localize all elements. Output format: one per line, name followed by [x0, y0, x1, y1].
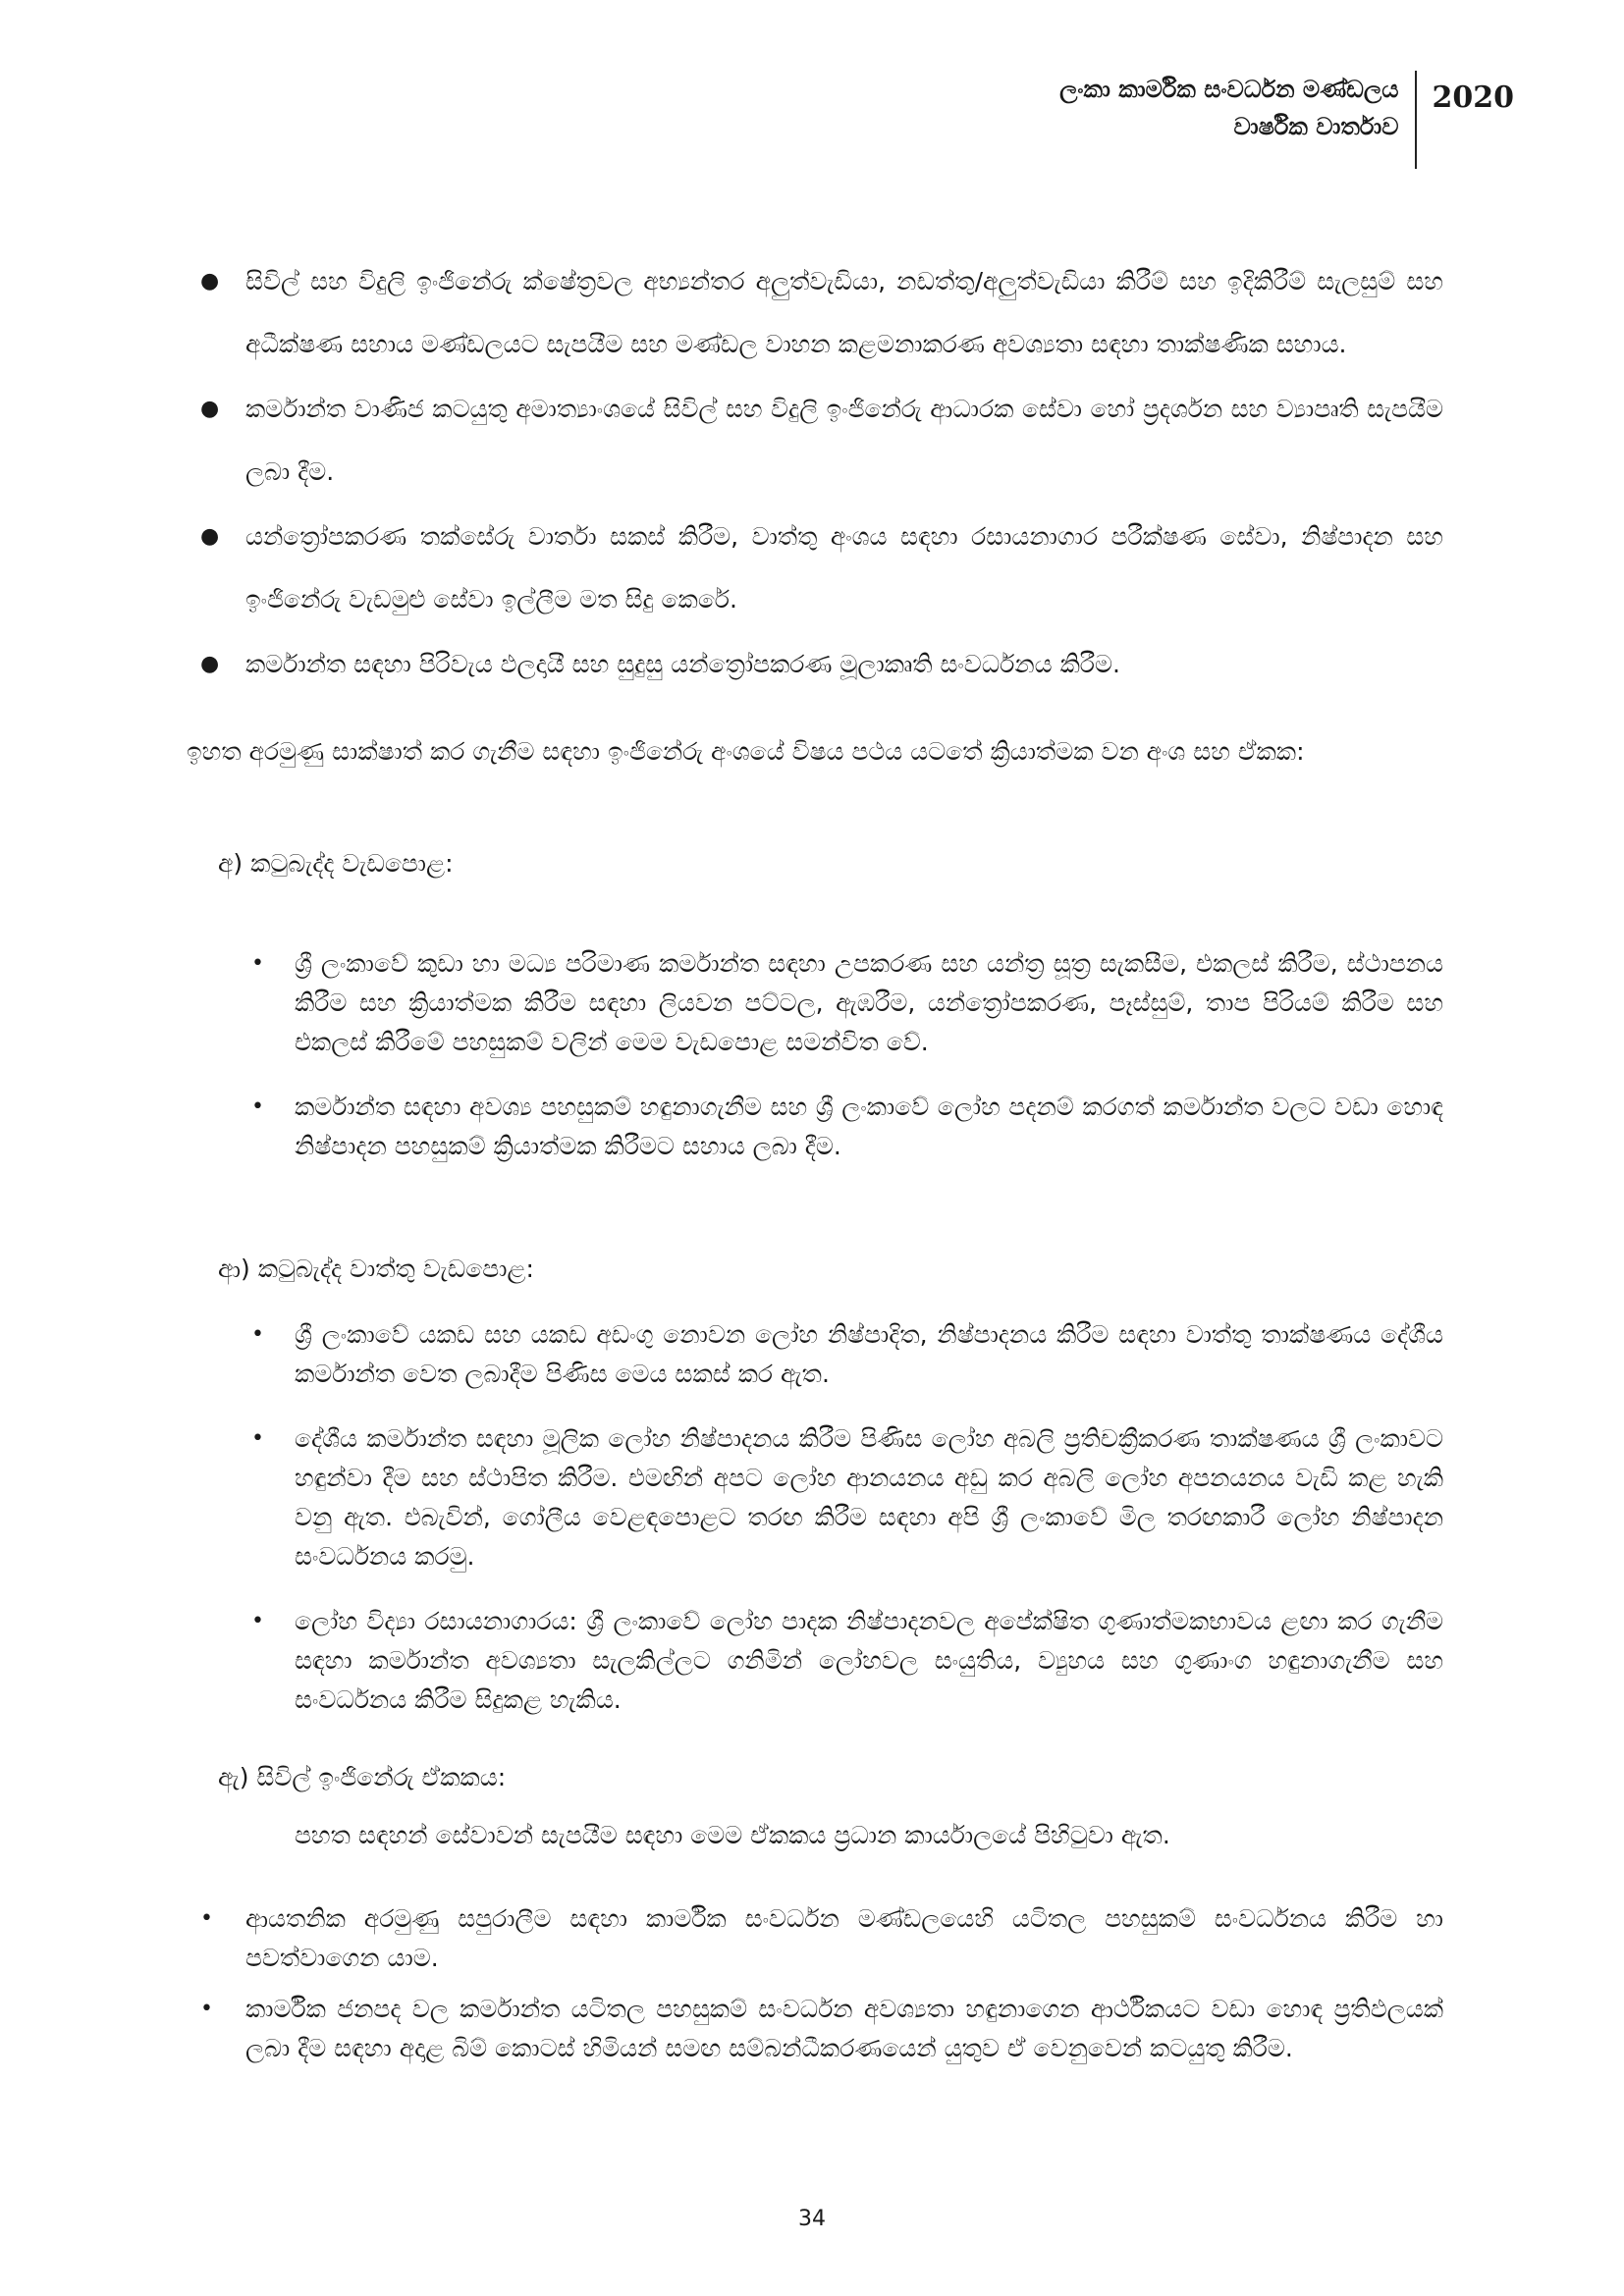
- list-item: • කාර්මික ජනපද වල කර්මාන්ත යටිතල පහසුකම් සංවර්ධන අවශ්‍යතා හඳුනාගෙන ආර්ථිකයට වඩා හොඳ ප්‍රතිඵලයක් ලබා දීම සඳහා අදාළ බිම් කොටස් හිමියන් සමඟ සම්බන්ධීකරණයෙන් යුතුව ඒ වෙනුවෙන් කටයුතු කිරීම.: [245, 1990, 1443, 2068]
- section-c-heading: ඇ) සිවිල් ඉංජිනේරු ඒකකය:: [218, 1763, 507, 1791]
- section-c-note: පහත සඳහන් සේවාවන් සැපයීම සඳහා මෙම ඒකකය ප්‍රධාන කාර්යාලයේ පිහිටුවා ඇත.: [295, 1821, 1170, 1849]
- bullet-icon: •: [251, 1426, 264, 1451]
- section-c-list: [200, 1899, 1443, 2068]
- bullet-icon: ●: [200, 269, 220, 294]
- top-bullet-list: [200, 250, 1443, 698]
- bullet-icon: •: [251, 1322, 264, 1347]
- list-item: ● යන්ත්‍රෝපකරණ තක්සේරු වාර්තා සකස් කිරීම, වාත්තු අංශය සඳහා රසායනාගාර පරීක්ෂණ සේවා, නිෂ්පාදන සහ ඉංජිනේරු වැඩමුළු සේවා ඉල්ලීම මත සිදු කෙරේ.: [245, 506, 1443, 631]
- list-item: • ලෝහ විද්‍යා රසායනාගාරය: ශ්‍රී ලංකාවේ ලෝහ පාදක නිෂ්පාදනවල අපේක්ෂිත ගුණාත්මකභාවය ළඟා කර ගැනීම සඳහා කර්මාන්ත අවශ්‍යතා සැලකිල්ලට ගනිමින් ලෝහවල සංයුතිය, ව්‍යුහය සහ ගුණාංග හඳුනාගැනීම සහ සංවර්ධනය කිරීම සිදුකළ හැකිය.: [295, 1602, 1443, 1720]
- section-a-list: [251, 944, 1443, 1166]
- list-item: • කර්මාන්ත සඳහා අවශ්‍ය පහසුකම් හඳුනාගැනීම සහ ශ්‍රී ලංකාවේ ලෝහ පදනම් කරගත් කර්මාන්ත වලට වඩා හොඳ නිෂ්පාදන පහසුකම් ක්‍රියාත්මක කිරීමට සහාය ලබා දීම.: [295, 1088, 1443, 1166]
- bullet-icon: ●: [200, 397, 220, 421]
- bullet-icon: •: [251, 951, 264, 976]
- list-item: • ශ්‍රී ලංකාවේ කුඩා හා මධ්‍ය පරිමාණ කර්මාන්ත සඳහා උපකරණ සහ යන්ත්‍ර සූත්‍ර සැකසීම, එකලස් කිරීම, ස්ථාපනය කිරීම සහ ක්‍රියාත්මක කිරීම සඳහා ලියවන පට්ටල, ඇඹරීම, යන්ත්‍රෝපකරණ, පෑස්සුම්, තාප පිරියම් කිරීම සහ එකලස් කිරීමේ පහසුකම් වලින් මෙම වැඩපොළ සමන්විත වේ.: [295, 944, 1443, 1062]
- section-b-heading: ආ) කටුබැද්ද වාත්තු වැඩපොළ:: [218, 1255, 534, 1283]
- header-report-name: වාර්ෂික වාර්තාව: [1233, 113, 1399, 140]
- section-a-heading: අ) කටුබැද්ද වැඩපොළ:: [218, 849, 454, 878]
- list-item: ● කර්මාන්ත සඳහා පිරිවැය ඵලදායී සහ සුදුසු යන්ත්‍රෝපකරණ මූලාකෘති සංවර්ධනය කිරීම.: [245, 633, 1443, 696]
- header-org-name: ලංකා කාර්මික සංවර්ධන මණ්ඩලය: [1059, 76, 1399, 103]
- header-year: 2020: [1432, 80, 1514, 115]
- intro-paragraph: ඉහත අරමුණු සාක්ෂාත් කර ගැනීම සඳහා ඉංජිනේරු අංශයේ විෂය පථය යටතේ ක්‍රියාත්මක වන අංශ සහ ඒකක:: [187, 737, 1305, 766]
- page-header: [1059, 71, 1514, 169]
- bullet-icon: ●: [200, 524, 220, 549]
- bullet-icon: •: [251, 1609, 264, 1633]
- section-b-list: [251, 1315, 1443, 1720]
- list-item: ● කර්මාන්ත වාණිජ කටයුතු අමාත්‍යාංශයේ සිවිල් සහ විදුලි ඉංජිනේරු ආධාරක සේවා හෝ ප්‍රදර්ශන සහ ව්‍යාපෘති සැපයීම ලබා දීම.: [245, 378, 1443, 504]
- list-item: • ශ්‍රී ලංකාවේ යකඩ සහ යකඩ අඩංගු නොවන ලෝහ නිෂ්පාදිත, නිෂ්පාදනය කිරීම සඳහා වාත්තු තාක්ෂණය දේශීය කර්මාන්ත වෙත ලබාදීම පිණිස මෙය සකස් කර ඇත.: [295, 1315, 1443, 1394]
- header-title: [1059, 71, 1414, 145]
- list-item: • ආයතනික අරමුණු සපුරාලීම සඳහා කාර්මික සංවර්ධන මණ්ඩලයෙහි යටිතල පහසුකම් සංවර්ධනය කිරීම හා පවත්වාගෙන යාම.: [245, 1899, 1443, 1978]
- bullet-icon: ●: [200, 652, 220, 676]
- bullet-icon: •: [200, 1906, 213, 1931]
- list-item: ● සිවිල් සහ විදුලි ඉංජිනේරු ක්ෂේත්‍රවල අභ්‍යන්තර අලුත්වැඩියා, නඩත්තු/අලුත්වැඩියා කිරීම් සහ ඉදිකිරීම් සැලසුම් සහ අධීක්ෂණ සහාය මණ්ඩලයට සැපයීම සහ මණ්ඩල වාහන කළමනාකරණ අවශ්‍යතා සඳහා තාක්ෂණික සහාය.: [245, 250, 1443, 376]
- list-item: • දේශීය කර්මාන්ත සඳහා මූලික ලෝහ නිෂ්පාදනය කිරීම පිණිස ලෝහ අබලි ප්‍රතිචක්‍රීකරණ තාක්ෂණය ශ්‍රී ලංකාවට හඳුන්වා දීම සහ ස්ථාපිත කිරීම. එමඟින් අපට ලෝහ ආනයනය අඩු කර අබලි ලෝහ අපනයනය වැඩි කළ හැකි වනු ඇත. එබැවින්, ගෝලීය වෙළඳපොළට තරඟ කිරීම සඳහා අපි ශ්‍රී ලංකාවේ මිල තරඟකාරී ලෝහ නිෂ්පාදන සංවර්ධනය කරමු.: [295, 1419, 1443, 1576]
- bullet-icon: •: [200, 1997, 213, 2021]
- bullet-icon: •: [251, 1095, 264, 1119]
- page-number: 34: [798, 2207, 826, 2231]
